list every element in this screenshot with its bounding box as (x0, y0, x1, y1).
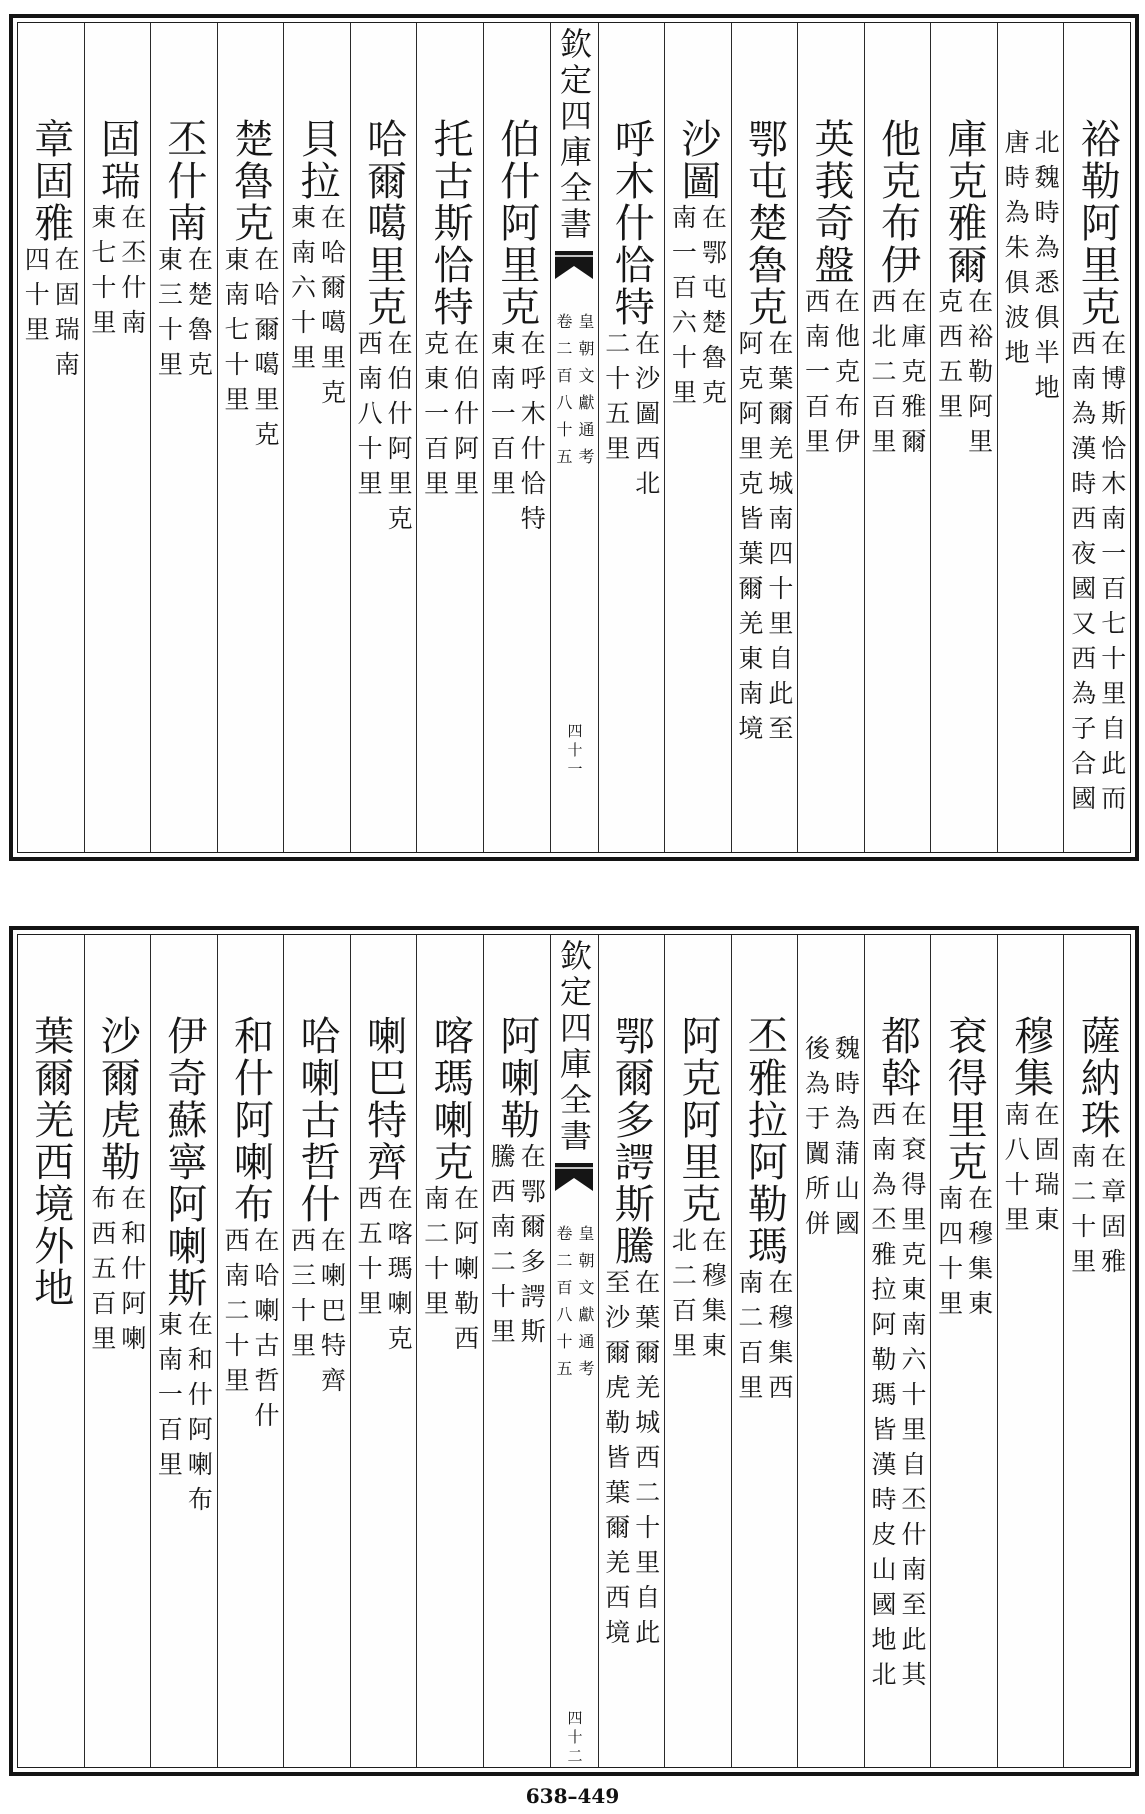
annotation-left-line: 南二百里 (734, 1269, 764, 1409)
annotation-right-line: 在袞得里克東南六十里自丕什南至此其 (898, 1101, 928, 1696)
place-name: 楚魯克 (227, 118, 274, 244)
entry-column (283, 935, 350, 1767)
annotation (802, 1035, 859, 1245)
annotation-left-line: 克東一百里 (420, 330, 450, 505)
place-name: 伊奇蘇寧阿喇斯 (160, 1015, 207, 1309)
place-name: 伯什阿里克 (493, 118, 540, 328)
place-name: 呼木什恰特 (608, 118, 655, 328)
place-name: 鄂爾多諤斯騰 (608, 1015, 655, 1267)
fold-book-info (554, 1225, 594, 1387)
annotation-left-line: 西三十里 (287, 1227, 317, 1367)
annotation-left-line: 東南一百里 (487, 330, 517, 505)
entry-column (84, 23, 151, 852)
place-name: 裕勒阿里克 (1074, 118, 1121, 328)
place-name: 貝拉 (294, 118, 341, 202)
fishtail-mark-icon (555, 1163, 593, 1191)
place-name: 和什阿喇布 (227, 1015, 274, 1225)
annotation-right-line: 在伯什阿里 (450, 330, 480, 505)
entry-column (864, 935, 931, 1767)
top-page-panel (9, 14, 1139, 861)
volume-number: 卷二百八十五 (554, 313, 573, 475)
place-name: 葉爾羌西境外地 (27, 1015, 74, 1309)
annotation-right-line: 在哈爾噶里克 (250, 246, 280, 456)
annotation-left-line: 二十五里 (601, 330, 631, 470)
entry-column (598, 935, 665, 1767)
place-name: 章固雅 (27, 118, 74, 244)
place-name: 都斡 (874, 1015, 921, 1099)
annotation-right-line: 在伯什阿里克 (384, 330, 414, 540)
annotation-left-line: 東南七十里 (220, 246, 250, 421)
annotation (89, 204, 146, 344)
annotation (355, 330, 412, 540)
annotation-right-line: 在喇巴特齊 (317, 1227, 347, 1402)
entry-column (483, 935, 550, 1767)
annotation (289, 1227, 346, 1402)
entry-column (416, 935, 483, 1767)
entry-column (731, 23, 798, 852)
annotation (869, 1101, 926, 1696)
annotation-right-line: 在裕勒阿里 (964, 288, 994, 463)
fishtail-mark-icon (555, 251, 593, 279)
annotation-left-line: 北二百里 (668, 1227, 698, 1367)
annotation (669, 1227, 726, 1367)
annotation-left-line: 克西五里 (934, 288, 964, 428)
place-name: 哈喇古哲什 (294, 1015, 341, 1225)
annotation-right-line: 在穆集東 (964, 1185, 994, 1325)
entry-column (150, 23, 217, 852)
annotation-left-line: 騰西南二十里 (487, 1143, 517, 1353)
place-name: 穆集 (1007, 1015, 1054, 1099)
entry-column (731, 935, 798, 1767)
entry-column (283, 23, 350, 852)
place-name: 喇巴特齊 (360, 1015, 407, 1183)
entry-column (150, 935, 217, 1767)
entry-column (84, 935, 151, 1767)
annotation (222, 1227, 279, 1437)
entry-column (18, 935, 84, 1767)
annotation-right-line: 在鄂屯楚魯克 (698, 204, 728, 414)
annotation-right-line: 在和什阿喇布 (184, 1311, 214, 1521)
leaf-number (551, 723, 598, 780)
top-page-columns (17, 22, 1131, 853)
place-name: 哈爾噶里克 (360, 118, 407, 328)
annotation-left-line: 南二十里 (420, 1185, 450, 1325)
place-name: 阿克阿里克 (674, 1015, 721, 1225)
annotation-right-line: 在固瑞南 (51, 246, 81, 386)
annotation-left-line: 西南一百里 (801, 288, 831, 463)
entry-column (997, 935, 1064, 1767)
place-name: 薩納珠 (1074, 1015, 1121, 1141)
annotation (603, 330, 660, 505)
annotation (1069, 330, 1126, 820)
entry-column (18, 23, 84, 852)
annotation (1002, 129, 1059, 409)
annotation-left-line: 西南為丕雅拉阿勒瑪皆漢時皮山國地北 (868, 1101, 898, 1696)
place-name: 托古斯恰特 (427, 118, 474, 328)
annotation-left-line: 東南一百里 (154, 1311, 184, 1486)
entry-column (864, 23, 931, 852)
annotation (289, 204, 346, 414)
place-name: 固瑞 (94, 118, 141, 202)
entry-column (350, 935, 417, 1767)
annotation-right-line: 在哈喇古哲什 (250, 1227, 280, 1437)
place-name: 鄂屯楚魯克 (741, 118, 788, 328)
annotation (355, 1185, 412, 1360)
annotation (736, 1269, 793, 1409)
leaf-number-text: 四十二 (565, 1710, 584, 1767)
entry-column (217, 23, 284, 852)
annotation-right-line: 在穆集東 (698, 1227, 728, 1367)
annotation-right-line: 在喀瑪喇克 (384, 1185, 414, 1360)
annotation-left-line: 南一百六十里 (668, 204, 698, 414)
annotation (936, 288, 993, 463)
annotation (155, 1311, 212, 1521)
entry-column (664, 23, 731, 852)
entry-column (797, 23, 864, 852)
annotation (603, 1269, 660, 1654)
place-name: 丕雅拉阿勒瑪 (741, 1015, 788, 1267)
place-name: 喀瑪喇克 (427, 1015, 474, 1183)
annotation-right-line: 在他克布伊 (831, 288, 861, 463)
annotation-right-line: 在呼木什恰特 (517, 330, 547, 540)
annotation (155, 246, 212, 386)
annotation (222, 246, 279, 456)
place-name: 沙圖 (674, 118, 721, 202)
annotation-left-line: 南八十里 (1001, 1101, 1031, 1241)
annotation-left-line: 南四十里 (934, 1185, 964, 1325)
annotation (422, 1185, 479, 1360)
annotation (869, 288, 926, 463)
annotation-left-line: 西北二百里 (868, 288, 898, 463)
annotation-left-line: 阿克阿里克皆葉爾羌東南境 (734, 330, 764, 750)
annotation-column (797, 935, 864, 1767)
annotation-right-line: 在章固雅 (1097, 1143, 1127, 1283)
annotation-right-line: 在固瑞東 (1031, 1101, 1061, 1241)
entry-column (217, 935, 284, 1767)
annotation-right-line: 在庫克雅爾 (898, 288, 928, 463)
annotation-left-line: 南二十里 (1067, 1143, 1097, 1283)
entry-column (664, 935, 731, 1767)
annotation (936, 1185, 993, 1325)
bottom-page-columns (17, 934, 1131, 1768)
annotation-right-line: 北魏時為悉俱半地 (1031, 129, 1061, 409)
fold-book-info (554, 313, 594, 475)
annotation-left-line: 西南八十里 (354, 330, 384, 505)
annotation-column (997, 23, 1064, 852)
annotation (1002, 1101, 1059, 1241)
annotation-right-line: 在鄂爾多諤斯 (517, 1143, 547, 1353)
place-name: 英莪奇盤 (807, 118, 854, 286)
annotation-left-line: 東七十里 (87, 204, 117, 344)
annotation (89, 1185, 146, 1360)
annotation-left-line: 四十里 (21, 246, 51, 351)
annotation (669, 204, 726, 414)
book-title: 皇朝文獻通考 (576, 313, 595, 475)
entry-column (416, 23, 483, 852)
annotation-left-line: 布西五百里 (87, 1185, 117, 1360)
annotation-right-line: 魏時為蒲山國 (831, 1035, 861, 1245)
entry-column (1063, 23, 1130, 852)
annotation-right-line: 在楚魯克 (184, 246, 214, 386)
place-name: 庫克雅爾 (941, 118, 988, 286)
entry-column (483, 23, 550, 852)
center-fold (550, 935, 598, 1767)
annotation (422, 330, 479, 505)
annotation-right-line: 在博斯恰木南一百七十里自此而 (1097, 330, 1127, 820)
annotation (802, 288, 859, 463)
entry-column (1063, 935, 1130, 1767)
annotation-right-line: 在穆集西 (764, 1269, 794, 1409)
annotation-right-line: 在阿喇勒西 (450, 1185, 480, 1360)
place-name: 丕什南 (160, 118, 207, 244)
leaf-number-text: 四十一 (565, 723, 584, 780)
book-title: 皇朝文獻通考 (576, 1225, 595, 1387)
page-code: 638–449 (525, 1784, 620, 1808)
bottom-page-panel (9, 926, 1139, 1776)
annotation-left-line: 西南為漢時西夜國又西為子合國 (1067, 330, 1097, 820)
annotation (488, 330, 545, 540)
annotation-left-line: 西南二十里 (220, 1227, 250, 1402)
leaf-number (551, 1710, 598, 1767)
annotation-left-line: 西五十里 (354, 1185, 384, 1325)
place-name: 他克布伊 (874, 118, 921, 286)
annotation-left-line: 唐時為朱俱波地 (1001, 129, 1031, 374)
annotation-left-line: 至沙爾虎勒皆葉爾羌西境 (601, 1269, 631, 1654)
annotation-left-line: 東南六十里 (287, 204, 317, 379)
volume-number: 卷二百八十五 (554, 1225, 573, 1387)
annotation-left-line: 東三十里 (154, 246, 184, 386)
annotation-right-line: 在葉爾羌城南四十里自此至 (764, 330, 794, 750)
entry-column (930, 935, 997, 1767)
annotation-right-line: 在沙圖西北 (631, 330, 661, 505)
annotation-right-line: 在哈爾噶里克 (317, 204, 347, 414)
place-name: 沙爾虎勒 (94, 1015, 141, 1183)
annotation-left-line: 後為于闐所併 (801, 1035, 831, 1245)
series-title: 欽定四庫全書 (555, 939, 593, 1155)
place-name: 袞得里克 (941, 1015, 988, 1183)
annotation (736, 330, 793, 750)
annotation (22, 246, 79, 386)
annotation (1069, 1143, 1126, 1283)
entry-column (350, 23, 417, 852)
entry-column (930, 23, 997, 852)
center-fold (550, 23, 598, 852)
place-name: 阿喇勒 (493, 1015, 540, 1141)
annotation-right-line: 在和什阿喇 (117, 1185, 147, 1360)
annotation (488, 1143, 545, 1353)
entry-column (598, 23, 665, 852)
annotation-right-line: 在丕什南 (117, 204, 147, 344)
annotation-right-line: 在葉爾羌城西二十里自此 (631, 1269, 661, 1654)
series-title: 欽定四庫全書 (555, 27, 593, 243)
